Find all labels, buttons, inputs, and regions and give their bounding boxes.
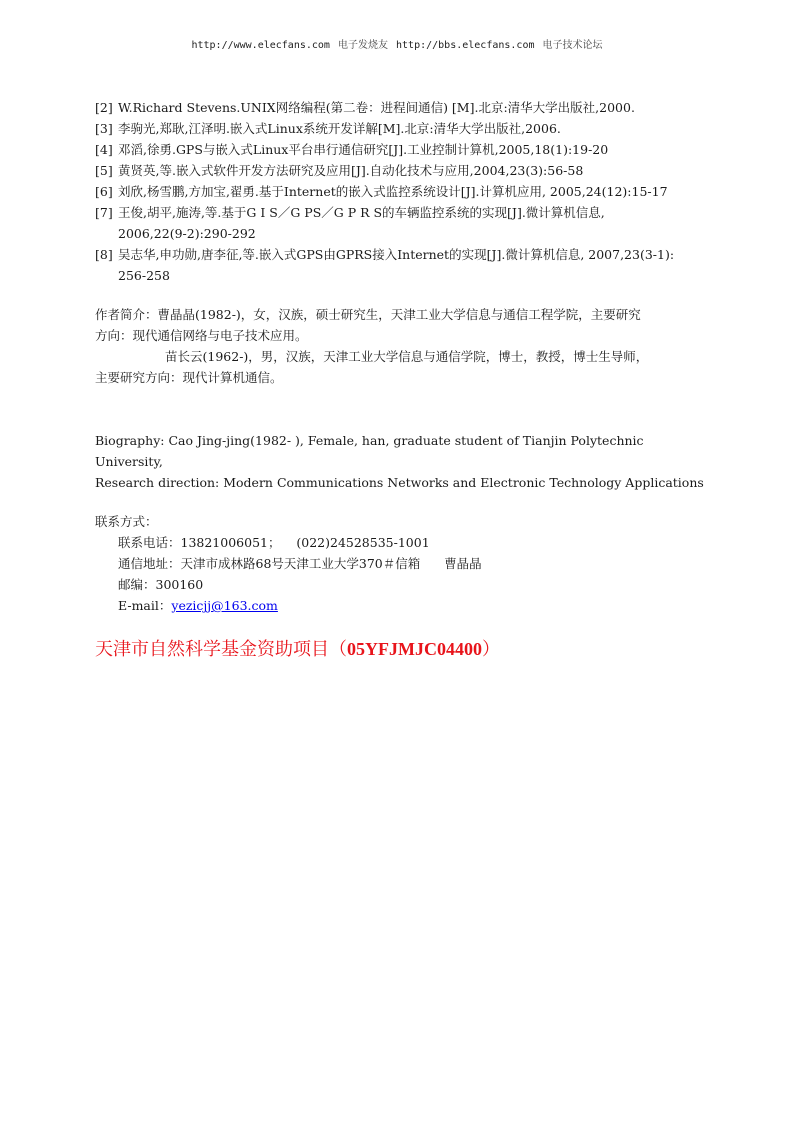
funding-code: 05YFJMJC04400 (347, 639, 482, 659)
reference-number: [5] (95, 163, 113, 178)
contact-info (95, 511, 705, 616)
reference-text: 吴志华,申功勋,唐李征,等.嵌入式GPS由GPRS接入Internet的实现[J].微计算机信息, 2007,23(3-1): (118, 247, 675, 262)
reference-text: 邓滔,徐勇.GPS与嵌入式Linux平台串行通信研究[J].工业控制计算机,2005,18(1):19-20 (118, 142, 609, 157)
reference-item (95, 118, 705, 139)
bio-line: Research direction: Modern Communications Networks and Electronic Technology Applications (95, 475, 704, 490)
reference-number: [8] (95, 247, 113, 262)
funding-prefix: 天津市自然科学基金资助项目（ (95, 639, 347, 660)
document-body (95, 97, 705, 663)
bio-line: 主要研究方向：现代计算机通信。 (95, 370, 283, 385)
header-link-bbs[interactable]: http://bbs.elecfans.com (396, 40, 535, 51)
reference-item (95, 139, 705, 160)
reference-continuation: 2006,22(9-2):290-292 (118, 226, 256, 241)
page-header (0, 36, 794, 51)
reference-item (95, 97, 705, 118)
funding-note (95, 636, 705, 663)
reference-text: 李驹光,郑耿,江泽明.嵌入式Linux系统开发详解[M].北京:清华大学出版社,2006. (118, 121, 561, 136)
bio-line: 苗长云(1962-)，男，汉族，天津工业大学信息与通信学院，博士，教授，博士生导师， (165, 349, 649, 364)
bio-line: Biography: Cao Jing-jing(1982- ), Female, han, graduate student of Tianjin Polytechnic University, (95, 433, 644, 469)
reference-item (95, 202, 705, 223)
author-bio-chinese (95, 304, 705, 388)
email-label: E-mail： (118, 598, 172, 613)
funding-suffix: ） (481, 639, 500, 660)
email-link[interactable]: yezicjj@163.com (171, 598, 278, 613)
reference-list (95, 97, 705, 286)
reference-item (95, 160, 705, 181)
reference-item (95, 244, 705, 265)
author-bio-english (95, 430, 705, 493)
reference-item (95, 181, 705, 202)
bio-line: 作者简介：曹晶晶(1982-)，女，汉族，硕士研究生，天津工业大学信息与通信工程学院，主要研究 (95, 307, 641, 322)
bio-line: 方向：现代通信网络与电子技术应用。 (95, 328, 308, 343)
reference-number: [7] (95, 205, 113, 220)
reference-number: [2] (95, 100, 113, 115)
reference-text: W.Richard Stevens.UNIX网络编程(第二卷：进程间通信) [M].北京:清华大学出版社,2000. (118, 100, 635, 115)
reference-number: [3] (95, 121, 113, 136)
reference-text: 黄贤英,等.嵌入式软件开发方法研究及应用[J].自动化技术与应用,2004,23(3):56-58 (118, 163, 584, 178)
reference-number: [4] (95, 142, 113, 157)
contact-phone: 联系电话：13821006051； (022)24528535-1001 (118, 535, 430, 550)
reference-text: 刘欣,杨雪鹏,方加宝,翟勇.基于Internet的嵌入式监控系统设计[J].计算机应用, 2005,24(12):15-17 (118, 184, 668, 199)
header-label-elecfans: 电子发烧友 (337, 40, 388, 51)
contact-title: 联系方式： (95, 514, 158, 529)
contact-address: 通信地址：天津市成林路68号天津工业大学370＃信箱 曹晶晶 (118, 556, 482, 571)
reference-continuation: 256-258 (118, 268, 170, 283)
contact-email-row (95, 595, 705, 616)
reference-number: [6] (95, 184, 113, 199)
reference-text: 王俊,胡平,施涛,等.基于G I S／G PS／G P R S的车辆监控系统的实现[J].微计算机信息, (118, 205, 605, 220)
header-link-elecfans[interactable]: http://www.elecfans.com (191, 40, 330, 51)
contact-postcode: 邮编：300160 (118, 577, 204, 592)
header-label-bbs: 电子技术论坛 (542, 40, 603, 51)
